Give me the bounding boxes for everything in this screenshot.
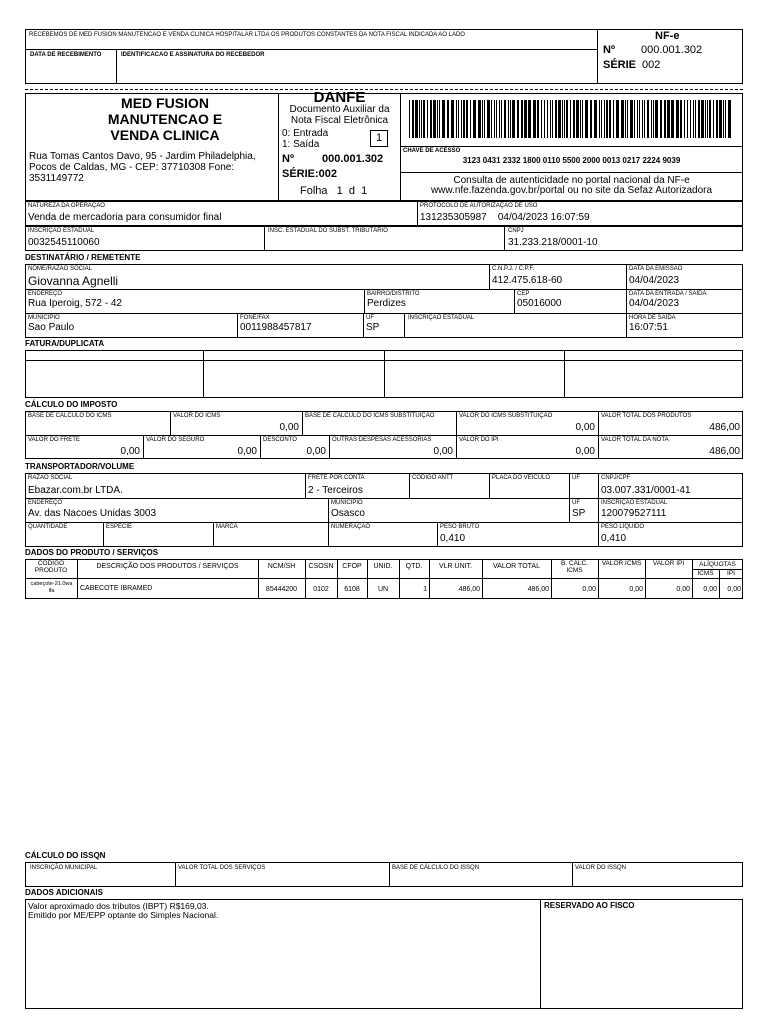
barcode-bar [447, 100, 449, 138]
barcode-bar [484, 100, 485, 138]
issuer-address-1: Rua Tomas Cantos Davo, 95 - Jardim Philadelphia, [29, 151, 256, 162]
tax-section-title: CÁLCULO DO IMPOSTO [25, 400, 118, 409]
recipient-district: Perdizes [367, 298, 406, 309]
barcode-bar [412, 100, 414, 138]
recipient-phone: 0011988457817 [240, 322, 312, 333]
barcode-bar [552, 100, 553, 138]
item-csosn: 0102 [313, 586, 329, 593]
recipient-ie-label: INSCRIÇÃO ESTADUAL [408, 315, 475, 321]
barcode-bar [510, 100, 511, 138]
barcode-bar [466, 100, 468, 138]
item-rate-icms: 0,00 [703, 586, 717, 593]
barcode-bar [644, 100, 645, 138]
services-total-label: VALOR TOTAL DOS SERVIÇOS [178, 865, 266, 871]
barcode-bar [521, 100, 523, 138]
barcode-bar [558, 100, 561, 138]
item-icms-value: 0,00 [629, 586, 643, 593]
barcode-bar [684, 100, 685, 138]
issuer-name-3: VENDA CLINICA [110, 127, 220, 143]
barcode-bar [590, 100, 592, 138]
barcode-bar [433, 100, 436, 138]
barcode-bar [637, 100, 638, 138]
th-icms-base: B. CÁLC. ICMS [560, 560, 589, 574]
issuer-cnpj-label: CNPJ [508, 228, 524, 234]
issuer-address-2: Pocos de Caldas, MG - CEP: 37710308 Fone: [29, 162, 235, 173]
barcode-bar [707, 100, 708, 138]
numbering-label: NUMERAÇÃO [331, 524, 371, 530]
ipi-label: VALOR DO IPI [459, 437, 499, 443]
barcode-bar [487, 100, 490, 138]
th-csosn: CSOSN [308, 563, 334, 570]
protocol-label: PROTOCOLO DE AUTORIZAÇÃO DE USO [420, 203, 538, 209]
barcode-bar [430, 100, 432, 138]
barcode-bar [653, 100, 654, 138]
barcode-bar [456, 100, 457, 138]
barcode-bar [419, 100, 420, 138]
carrier-address: Av. das Nacoes Unidas 3003 [28, 508, 157, 519]
carrier-cnpj: 03.007.331/0001-41 [601, 485, 691, 496]
recipient-district-label: BAIRRO/DISTRITO [367, 291, 420, 297]
danfe-number-label: Nº [282, 153, 294, 165]
barcode-bar [601, 100, 602, 138]
icms-value: 0,00 [279, 422, 299, 433]
insurance: 0,00 [237, 446, 257, 457]
danfe-subtitle-2: Nota Fiscal Eletrônica [290, 115, 389, 126]
barcode-bar [508, 100, 509, 138]
barcode-bar [709, 100, 711, 138]
insurance-label: VALOR DO SEGURO [146, 437, 205, 443]
receipt-number: 000.001.302 [641, 44, 703, 56]
barcode-bar [461, 100, 462, 138]
barcode-bar [701, 100, 704, 138]
recipient-uf: SP [366, 322, 380, 333]
barcode-bar [604, 100, 605, 138]
barcode-bar [478, 100, 481, 138]
barcode-bar [639, 100, 640, 138]
discount-label: DESCONTO [263, 437, 297, 443]
issqn-value-label: VALOR DO ISSQN [575, 865, 626, 871]
tax-authority-label: RESERVADO AO FISCO [544, 901, 635, 910]
net-weight: 0,410 [601, 533, 627, 544]
barcode-bar [655, 100, 658, 138]
additional-section-title: DADOS ADICIONAIS [25, 888, 103, 897]
th-ncm: NCM/SH [267, 563, 296, 570]
carrier-city: Osasco [331, 508, 365, 519]
quantity-label: QUANTIDADE [28, 524, 68, 530]
icms-base: 0,00 [147, 422, 167, 433]
freight-label: VALOR DO FRETE [28, 437, 80, 443]
item-qty: 1 [423, 586, 427, 593]
barcode-bar [713, 100, 714, 138]
receipt-number-label: Nº [603, 44, 615, 56]
th-icms-value: VALOR ICMS [601, 560, 642, 567]
barcode-bar [504, 100, 506, 138]
barcode-bar [439, 100, 440, 138]
barcode-bar [482, 100, 483, 138]
antt-label: CÓDIGO ANTT [412, 475, 454, 481]
th-total: VALOR TOTAL [493, 563, 540, 570]
barcode-bar [667, 100, 670, 138]
carrier-name: Ebazar.com.br LTDA. [28, 485, 123, 496]
additional-line-2: Emitido por ME/EPP optante do Simples Nacional. [28, 910, 219, 920]
barcode-bar [512, 100, 515, 138]
discount: 0,00 [306, 446, 326, 457]
state-registration-label: INSCRIÇÃO ESTADUAL [28, 228, 95, 234]
recipient-cpf-label: C.N.P.J. / C.P.F. [492, 266, 535, 272]
carrier-section-title: TRANSPORTADOR/VOLUME [25, 462, 135, 471]
recipient-phone-label: FONE/FAX [240, 315, 270, 321]
other-expenses-label: OUTRAS DESPESAS ACESSÓRIAS [332, 437, 432, 443]
icms-value-label: VALOR DO ICMS [173, 413, 221, 419]
barcode-bar [415, 100, 418, 138]
th-unit-price: VLR UNIT. [438, 563, 473, 570]
barcode-bar [576, 100, 579, 138]
barcode-bar [627, 100, 628, 138]
operation-nature: Venda de mercadoria para consumidor final [28, 212, 222, 223]
danfe-number: 000.001.302 [322, 153, 384, 165]
barcode-bar [698, 100, 700, 138]
issuer-cnpj: 31.233.218/0001-10 [508, 237, 598, 248]
recipient-section-title: DESTINATÁRIO / REMETENTE [25, 253, 141, 262]
issuer-name-2: MANUTENCAO E [107, 111, 223, 127]
carrier-city-label: MUNICÍPIO [331, 500, 363, 506]
receipt-series: 002 [642, 59, 661, 71]
carrier-ie: 120079527111 [601, 508, 667, 519]
barcode-bar [630, 100, 633, 138]
st-registration-label: INSC. ESTADUAL DO SUBST. TRIBUTÁRIO [268, 228, 388, 234]
barcode-bar [547, 100, 548, 138]
danfe-entry: 0: Entrada [282, 128, 329, 139]
access-key-label: CHAVE DE ACESSO [403, 148, 461, 154]
barcode-bar [606, 100, 608, 138]
th-cfop: CFOP [342, 563, 362, 570]
state-registration: 0032545110060 [28, 237, 100, 248]
invoice-total-label: VALOR TOTAL DA NOTA [601, 437, 669, 443]
icms-st-base-label: BASE DE CÁLCULO DO ICMS SUBSTITUIÇÃO [305, 413, 435, 419]
barcode-bar [613, 100, 614, 138]
issuer-name-1: MED FUSION [121, 95, 209, 111]
barcode-bar [494, 100, 495, 138]
barcode-bar [463, 100, 465, 138]
barcode-bar [537, 100, 539, 138]
barcode-bar [409, 100, 410, 138]
barcode-bar [660, 100, 662, 138]
carrier-address-label: ENDEREÇO [28, 500, 63, 506]
brand-label: MARCA [216, 524, 238, 530]
carrier-cnpj-label: CNPJ/CPF [601, 475, 631, 481]
products-total-label: VALOR TOTAL DOS PRODUTOS [601, 413, 692, 419]
operation-nature-label: NATUREZA DA OPERAÇÃO [28, 203, 105, 209]
barcode-bar [517, 100, 519, 138]
carrier-uf2-label: UF [572, 500, 580, 506]
recipient-name: Giovanna Agnelli [28, 274, 119, 288]
issue-date: 04/04/2023 [629, 275, 680, 286]
gross-weight: 0,410 [440, 533, 466, 544]
receipt-series-label: SÉRIE [603, 59, 637, 71]
item-unit-price: 486,00 [458, 586, 480, 593]
barcode-bar [594, 100, 597, 138]
barcode-bar [458, 100, 459, 138]
barcode-bar [451, 100, 454, 138]
access-key: 3123 0431 2332 1800 0110 5500 2000 0013 0217 2224 9039 [462, 156, 681, 165]
barcode-bar [664, 100, 666, 138]
barcode-bar [616, 100, 619, 138]
barcode-bar [680, 100, 682, 138]
barcode-bar [585, 100, 588, 138]
th-rate-ipi: IPI [727, 570, 735, 577]
municipal-registration-label: INSCRIÇÃO MUNICIPAL [30, 865, 98, 871]
item-total: 486,00 [527, 586, 549, 593]
ipi: 0,00 [575, 446, 595, 457]
item-ncm: 85444200 [265, 586, 298, 593]
receipt-signature-label: IDENTIFICACAO E ASSINATURA DO RECEBEDOR [121, 52, 265, 58]
danfe-series: SÉRIE:002 [282, 168, 338, 180]
barcode-bar [705, 100, 706, 138]
recipient-cpf: 412.475.618-60 [492, 275, 563, 286]
barcode-bar [491, 100, 492, 138]
barcode-bar [693, 100, 694, 138]
th-description: DESCRIÇÃO DOS PRODUTOS / SERVIÇOS [96, 563, 239, 570]
th-qty: QTD. [405, 563, 423, 570]
barcode-bar [570, 100, 571, 138]
authenticity-line-2: www.nfe.fazenda.gov.br/portal ou no site da Sefaz Autorizadora [430, 185, 713, 196]
barcode-bar [528, 100, 531, 138]
barcode-bar [723, 100, 724, 138]
recipient-city-label: MUNICÍPIO [28, 315, 60, 321]
th-unit: UNID. [373, 563, 393, 570]
freight-mode-label: FRETE POR CONTA [308, 475, 365, 481]
freight-mode: 2 - Terceiros [308, 485, 363, 496]
carrier-uf2: SP [572, 508, 586, 519]
barcode-bar [728, 100, 731, 138]
barcode-bar [582, 100, 583, 138]
barcode-bar [421, 100, 422, 138]
barcode-bar [496, 100, 497, 138]
carrier-uf-label: UF [572, 475, 580, 481]
recipient-cep-label: CEP [517, 291, 530, 297]
exit-date-label: DATA DA ENTRADA / SAÍDA [629, 291, 707, 297]
icms-base-label: BASE DE CÁLCULO DO ICMS [28, 413, 112, 419]
barcode-bar [671, 100, 674, 138]
plate-label: PLACA DO VEÍCULO [492, 475, 551, 481]
barcode-bar [473, 100, 476, 138]
item-description: CABECOTE IBRAMED [80, 585, 153, 592]
barcode-bar [550, 100, 551, 138]
barcode-bar [651, 100, 652, 138]
barcode-bar [427, 100, 428, 138]
issqn-section-title: CÁLCULO DO ISSQN [25, 851, 106, 860]
barcode-bar [437, 100, 438, 138]
item-cfop: 6108 [344, 586, 360, 593]
barcode-bar [599, 100, 600, 138]
exit-time-label: HORA DE SAÍDA [629, 315, 676, 321]
issqn-base-label: BASE DE CÁLCULO DO ISSQN [392, 865, 480, 871]
barcode-bar [564, 100, 565, 138]
authenticity-line-1: Consulta de autenticidade no portal nacional da NF-e [453, 175, 690, 186]
barcode-bar [695, 100, 696, 138]
barcode-bar [423, 100, 425, 138]
recipient-cep: 05016000 [517, 298, 562, 309]
barcode-bar [609, 100, 611, 138]
th-ipi-value: VALOR IPI [652, 560, 685, 567]
issuer-address-3: 3531149772 [29, 173, 84, 184]
barcode-bar [625, 100, 626, 138]
recipient-name-label: NOME/RAZÃO SOCIAL [28, 266, 93, 272]
issqn-block [25, 862, 743, 887]
barcode-bar [690, 100, 691, 138]
barcode-bar [634, 100, 635, 138]
additional-line-1: Valor aproximado dos tributos (IBPT) R$169,03. [28, 901, 209, 911]
barcode-bar [562, 100, 563, 138]
barcode-bar [566, 100, 568, 138]
barcode-bar [676, 100, 679, 138]
exit-date: 04/04/2023 [629, 298, 680, 309]
danfe-page: Folha 1 d 1 [300, 185, 368, 197]
barcode-bar [499, 100, 500, 138]
barcode-bar [501, 100, 502, 138]
barcode-bar [541, 100, 542, 138]
products-total: 486,00 [709, 422, 740, 433]
th-code: CÓDIGO PRODUTO [34, 560, 68, 574]
barcode-bar [580, 100, 581, 138]
barcode-bar [470, 100, 471, 138]
invoice-section-title: FATURA/DUPLICATA [25, 339, 105, 348]
barcode-bar [544, 100, 545, 138]
barcode-bar [687, 100, 688, 138]
danfe-type-box: 1 [370, 130, 388, 147]
icms-st-value-label: VALOR DO ICMS SUBSTITUIÇÃO [459, 413, 553, 419]
danfe-subtitle-1: Documento Auxiliar da [289, 104, 390, 115]
barcode-bar [524, 100, 527, 138]
exit-time: 16:07:51 [629, 322, 668, 333]
invoice-total: 486,00 [709, 446, 740, 457]
barcode-bar [719, 100, 722, 138]
recipient-city: Sao Paulo [28, 322, 75, 333]
species-label: ESPÉCIE [106, 524, 133, 530]
danfe-title: DANFE [313, 89, 366, 106]
barcode-bar [621, 100, 624, 138]
carrier-name-label: RAZÃO SOCIAL [28, 475, 73, 481]
barcode-bar [642, 100, 643, 138]
item-code-2: lfa [48, 588, 55, 594]
gross-weight-label: PESO BRUTO [440, 524, 480, 530]
receipt-nfe-label: NF-e [655, 30, 680, 42]
barcode [409, 100, 733, 138]
item-code-1: cabeçote-21.0wa [30, 581, 73, 587]
recipient-address: Rua Iperoig, 572 - 42 [28, 298, 122, 309]
protocol: 131235305987 04/04/2023 16:07:59 [420, 212, 590, 223]
item-icms-base: 0,00 [582, 586, 596, 593]
recipient-address-label: ENDEREÇO [28, 291, 63, 297]
freight: 0,00 [120, 446, 140, 457]
barcode-bar [555, 100, 557, 138]
products-section-title: DADOS DO PRODUTO / SERVIÇOS [25, 548, 159, 557]
carrier-ie-label: INSCRIÇÃO ESTADUAL [601, 500, 668, 506]
th-rates: ALÍQUOTAS [699, 561, 736, 568]
receipt-text: RECEBEMOS DE MED FUSION MANUTENCAO E VENDA CLINICA HOSPITALAR LTDA OS PRODUTOS CONSTANTES DA NOTA FISCAL INDICADA AO LADO [29, 32, 465, 38]
net-weight-label: PESO LÍQUIDO [601, 524, 645, 530]
item-unit: UN [377, 586, 389, 593]
th-rate-icms: ICMS [697, 570, 714, 577]
barcode-bar [442, 100, 445, 138]
item-rate-ipi: 0,00 [727, 586, 741, 593]
issue-date-label: DATA DA EMISSÃO [629, 266, 683, 272]
other-expenses: 0,00 [433, 446, 453, 457]
barcode-bar [533, 100, 536, 138]
danfe-exit: 1: Saída [282, 139, 320, 150]
barcode-bar [647, 100, 649, 138]
barcode-bar [725, 100, 726, 138]
icms-st-value: 0,00 [575, 422, 595, 433]
receipt-date-label: DATA DE RECEBIMENTO [30, 52, 102, 58]
barcode-bar [573, 100, 575, 138]
item-ipi-value: 0,00 [676, 586, 690, 593]
barcode-bar [716, 100, 718, 138]
recipient-uf-label: UF [366, 315, 374, 321]
